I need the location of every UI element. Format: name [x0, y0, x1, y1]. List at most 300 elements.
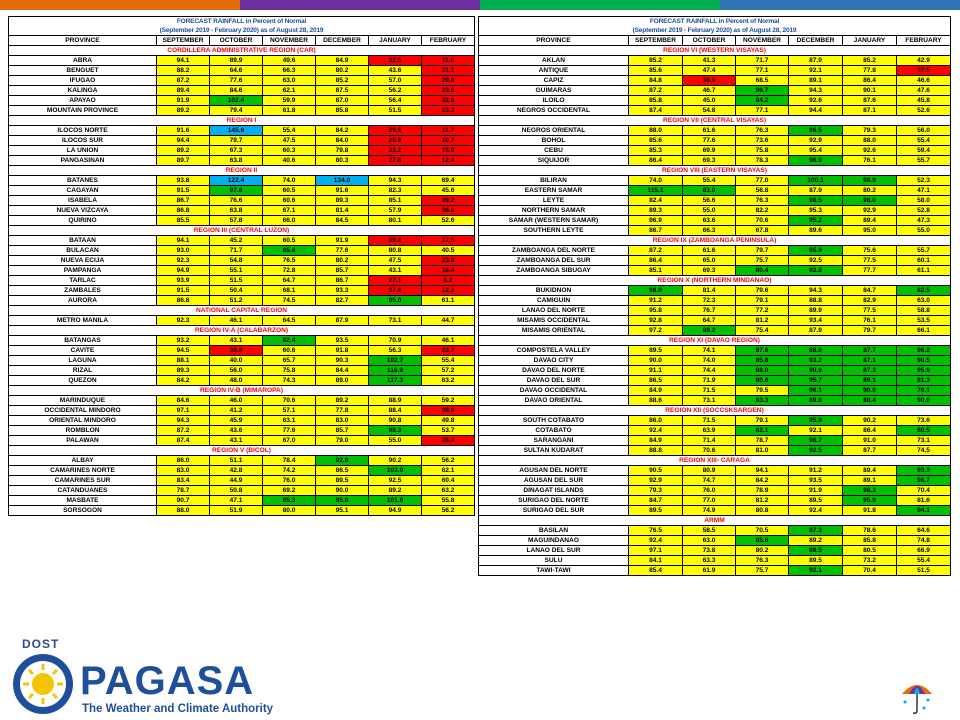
rainfall-cell-november: 85.8 [736, 356, 789, 366]
rainfall-cell-september: 85.1 [629, 266, 683, 276]
rainfall-cell-december: 95.3 [789, 206, 843, 216]
rainfall-cell-november: 79.1 [736, 416, 789, 426]
province-name: LANAO DEL NORTE [479, 306, 629, 316]
province-row [9, 496, 475, 506]
rainfall-cell-september: 94.4 [157, 136, 210, 146]
region-label: REGION V (BICOL) [9, 446, 475, 456]
province-row [479, 66, 951, 76]
province-row [479, 496, 951, 506]
rainfall-cell-september: 91.6 [157, 126, 210, 136]
rainfall-cell-january: 95.9 [843, 496, 897, 506]
province-row [9, 376, 475, 386]
rainfall-cell-september: 92.3 [157, 316, 210, 326]
rainfall-cell-november: 64.5 [263, 316, 316, 326]
rainfall-cell-november: 88.0 [736, 366, 789, 376]
rainfall-cell-november: 82.4 [263, 336, 316, 346]
rainfall-cell-january: 77.7 [843, 266, 897, 276]
rainfall-cell-october: 38.6 [683, 76, 736, 86]
region-row [9, 46, 475, 56]
rainfall-cell-september: 91.1 [629, 366, 683, 376]
col-header-december: DECEMBER [316, 36, 369, 46]
rainfall-cell-december: 89.2 [316, 396, 369, 406]
province-row [479, 506, 951, 516]
province-row [479, 196, 951, 206]
province-name: CAGAYAN [9, 186, 157, 196]
province-row [479, 306, 951, 316]
rainfall-cell-september: 93.8 [157, 176, 210, 186]
region-row [479, 236, 951, 246]
rainfall-cell-december: 96.9 [789, 156, 843, 166]
rainfall-cell-february: 51.5 [897, 566, 951, 576]
rainfall-cell-october: 74.4 [683, 366, 736, 376]
rainfall-cell-september: 92.4 [629, 536, 683, 546]
rainfall-cell-january: 94.3 [369, 176, 422, 186]
col-header-province: PROVINCE [9, 36, 157, 46]
province-row [479, 466, 951, 476]
rainfall-cell-february: 55.0 [897, 226, 951, 236]
rainfall-cell-january: 57.0 [369, 76, 422, 86]
rainfall-cell-december: 85.8 [316, 106, 369, 116]
province-name: ZAMBOANGA DEL SUR [479, 256, 629, 266]
rainfall-cell-december: 92.9 [789, 136, 843, 146]
rainfall-cell-october: 122.4 [210, 176, 263, 186]
rainfall-cell-october: 77.6 [683, 136, 736, 146]
rainfall-cell-february: 55.4 [897, 136, 951, 146]
rainfall-cell-december: 77.8 [316, 406, 369, 416]
province-name: NEGROS ORIENTAL [479, 126, 629, 136]
province-row [9, 156, 475, 166]
province-name: DAVAO ORIENTAL [479, 396, 629, 406]
rainfall-cell-october: 58.5 [683, 526, 736, 536]
rainfall-cell-november: 76.3 [736, 126, 789, 136]
rainfall-cell-october: 71.7 [210, 246, 263, 256]
province-name: CAVITE [9, 346, 157, 356]
region-label: REGION IV-A (CALABARZON) [9, 326, 475, 336]
rainfall-cell-september: 84.9 [629, 436, 683, 446]
rainfall-cell-september: 88.6 [629, 396, 683, 406]
rainfall-cell-october: 71.5 [683, 386, 736, 396]
province-name: ABRA [9, 56, 157, 66]
province-name: ROMBLON [9, 426, 157, 436]
rainfall-cell-december: 92.1 [789, 566, 843, 576]
rainfall-cell-november: 59.9 [263, 96, 316, 106]
region-label: REGION III (CENTRAL LUZON) [9, 226, 475, 236]
rainfall-cell-november: 80.8 [736, 506, 789, 516]
province-row [479, 96, 951, 106]
rainfall-cell-january: 98.0 [843, 196, 897, 206]
rainfall-cell-february: 58.8 [897, 306, 951, 316]
rainfall-cell-september: 94.5 [157, 346, 210, 356]
rainfall-cell-september: 87.2 [157, 76, 210, 86]
rainfall-cell-october: 74.0 [683, 356, 736, 366]
col-header-february: FEBRUARY [422, 36, 475, 46]
rainfall-cell-september: 84.7 [629, 496, 683, 506]
rainfall-cell-december: 92.8 [789, 266, 843, 276]
rainfall-cell-february: 55.7 [897, 246, 951, 256]
rainfall-cell-february: 73.6 [897, 416, 951, 426]
province-row [9, 86, 475, 96]
province-name: ALBAY [9, 456, 157, 466]
rainfall-cell-january: 86.4 [843, 76, 897, 86]
col-header-november: NOVEMBER [263, 36, 316, 46]
rainfall-cell-january: 70.9 [369, 336, 422, 346]
rainfall-cell-september: 90.5 [629, 466, 683, 476]
province-row [9, 126, 475, 136]
rainfall-cell-february: 11.7 [422, 126, 475, 136]
province-row [479, 246, 951, 256]
province-row [479, 146, 951, 156]
province-name: IFUGAO [9, 76, 157, 86]
rainfall-cell-february: 76.1 [897, 386, 951, 396]
rainfall-cell-february: 52.3 [897, 176, 951, 186]
province-row [479, 56, 951, 66]
rainfall-cell-october: 51.2 [210, 296, 263, 306]
rainfall-cell-september: 87.2 [629, 246, 683, 256]
rainfall-cell-november: 87.6 [736, 346, 789, 356]
rainfall-cell-february: 23.9 [422, 256, 475, 266]
rainfall-cell-september: 86.4 [629, 256, 683, 266]
rainfall-cell-february: 70.4 [897, 486, 951, 496]
rainfall-cell-november: 75.7 [736, 256, 789, 266]
rainfall-cell-december: 87.9 [789, 326, 843, 336]
rainfall-cell-january: 55.0 [369, 436, 422, 446]
rainfall-cell-december: 92.4 [789, 506, 843, 516]
province-row [9, 146, 475, 156]
rainfall-cell-november: 66.0 [263, 216, 316, 226]
rainfall-cell-november: 40.6 [263, 156, 316, 166]
rainfall-cell-february: 23.3 [422, 106, 475, 116]
rainfall-cell-november: 74.5 [263, 296, 316, 306]
province-row [9, 196, 475, 206]
rainfall-cell-september: 90.0 [629, 356, 683, 366]
pagasa-brand: PAGASA [80, 659, 255, 703]
rainfall-cell-february: 53.5 [897, 316, 951, 326]
rainfall-cell-september: 86.7 [157, 196, 210, 206]
rainfall-cell-february: 63.2 [422, 376, 475, 386]
province-name: QUEZON [9, 376, 157, 386]
province-row [9, 296, 475, 306]
province-name: LANAO DEL SUR [479, 546, 629, 556]
rainfall-cell-october: 46.0 [210, 396, 263, 406]
rainfall-cell-december: 92.1 [789, 426, 843, 436]
province-name: PAMPANGA [9, 266, 157, 276]
rainfall-cell-september: 88.8 [629, 446, 683, 456]
rainfall-cell-january: 80.1 [369, 216, 422, 226]
region-row [9, 306, 475, 316]
rainfall-cell-january: 89.4 [843, 216, 897, 226]
rainfall-cell-november: 75.7 [736, 566, 789, 576]
rainfall-cell-november: 70.6 [736, 216, 789, 226]
pagasa-footer [12, 637, 332, 717]
rainfall-cell-december: 84.5 [316, 216, 369, 226]
rainfall-cell-january: 90.8 [369, 416, 422, 426]
rainfall-cell-november: 62.1 [263, 86, 316, 96]
rainfall-cell-december: 89.0 [316, 376, 369, 386]
rainfall-cell-january: 37.6 [369, 286, 422, 296]
rainfall-cell-october: 89.2 [683, 326, 736, 336]
rainfall-cell-december: 89.5 [789, 556, 843, 566]
rainfall-cell-december: 95.4 [789, 146, 843, 156]
rainfall-cell-january: 85.8 [843, 536, 897, 546]
province-row [9, 406, 475, 416]
rainfall-cell-october: 81.4 [683, 286, 736, 296]
rainfall-cell-december: 89.1 [789, 76, 843, 86]
rainfall-cell-october: 54.8 [210, 256, 263, 266]
rainfall-cell-october: 61.6 [683, 246, 736, 256]
header-row [479, 36, 951, 46]
rainfall-cell-october: 67.3 [210, 146, 263, 156]
rainfall-cell-december: 94.4 [789, 106, 843, 116]
rainfall-cell-november: 70.6 [263, 396, 316, 406]
rainfall-cell-january: 56.3 [369, 346, 422, 356]
province-row [9, 106, 475, 116]
region-row [9, 116, 475, 126]
title-line-1: FORECAST RAINFALL in Percent of Normal [649, 18, 780, 25]
rainfall-cell-february: 15.9 [422, 146, 475, 156]
rainfall-cell-february: 47.1 [897, 186, 951, 196]
rainfall-cell-december: 85.2 [316, 76, 369, 86]
region-label: REGION II [9, 166, 475, 176]
province-name: ZAMBOANGA DEL NORTE [479, 246, 629, 256]
rainfall-cell-october: 43.1 [210, 436, 263, 446]
rainfall-cell-december: 93.4 [789, 316, 843, 326]
rainfall-cell-september: 94.1 [157, 236, 210, 246]
province-name: MISAMIS ORIENTAL [479, 326, 629, 336]
rainfall-cell-october: 66.3 [683, 226, 736, 236]
rainfall-cell-december: 96.7 [789, 436, 843, 446]
province-name: TARLAC [9, 276, 157, 286]
rainfall-cell-november: 79.6 [736, 286, 789, 296]
province-row [9, 476, 475, 486]
rainfall-cell-january: 80.8 [369, 246, 422, 256]
province-row [9, 56, 475, 66]
rainfall-cell-october: 77.6 [210, 76, 263, 86]
region-row [479, 516, 951, 526]
rainfall-cell-september: 79.3 [629, 486, 683, 496]
rainfall-cell-september: 83.0 [157, 466, 210, 476]
rainfall-cell-september: 74.0 [629, 176, 683, 186]
rainfall-cell-january: 98.3 [369, 426, 422, 436]
region-row [479, 276, 951, 286]
rainfall-cell-december: 91.9 [316, 236, 369, 246]
rainfall-cell-october: 102.4 [210, 96, 263, 106]
region-label: ARMM [479, 516, 951, 526]
province-name: METRO MANILA [9, 316, 157, 326]
rainfall-cell-november: 81.2 [736, 496, 789, 506]
rainfall-cell-december: 92.1 [789, 66, 843, 76]
rainfall-cell-september: 89.3 [629, 206, 683, 216]
rainfall-cell-december: 87.5 [316, 86, 369, 96]
rainfall-cell-december: 94.3 [789, 286, 843, 296]
rainfall-cell-february: 90.5 [897, 356, 951, 366]
province-row [479, 346, 951, 356]
rainfall-cell-february: 23.0 [422, 86, 475, 96]
province-name: DAVAO OCCIDENTAL [479, 386, 629, 396]
rainfall-cell-october: 63.0 [683, 536, 736, 546]
province-row [9, 246, 475, 256]
rainfall-cell-september: 91.2 [629, 296, 683, 306]
province-name: NUEVA ECIJA [9, 256, 157, 266]
rainfall-cell-september: 94.1 [157, 56, 210, 66]
rainfall-cell-january: 27.8 [369, 156, 422, 166]
rainfall-cell-november: 74.3 [263, 376, 316, 386]
rainfall-cell-november: 79.1 [736, 296, 789, 306]
col-header-january: JANUARY [369, 36, 422, 46]
rainfall-cell-november: 75.4 [736, 326, 789, 336]
rainfall-cell-february: 80.5 [897, 426, 951, 436]
col-header-february: FEBRUARY [897, 36, 951, 46]
rainfall-cell-october: 63.6 [683, 216, 736, 226]
rainfall-cell-january: 27.1 [369, 276, 422, 286]
province-name: TAWI-TAWI [479, 566, 629, 576]
rainfall-cell-october: 69.9 [683, 146, 736, 156]
province-row [479, 126, 951, 136]
rainfall-cell-december: 96.1 [789, 386, 843, 396]
rainfall-cell-february: 10.7 [422, 136, 475, 146]
rainfall-cell-december: 89.8 [789, 396, 843, 406]
province-row [9, 286, 475, 296]
top-color-bar [0, 0, 960, 10]
rainfall-cell-february: 53.7 [422, 426, 475, 436]
region-row [479, 116, 951, 126]
rainfall-cell-november: 80.4 [736, 266, 789, 276]
rainfall-cell-october: 43.6 [210, 426, 263, 436]
region-label: REGION IX (ZAMBOANGA PENINSULA) [479, 236, 951, 246]
rainfall-cell-december: 95.9 [789, 416, 843, 426]
province-row [9, 206, 475, 216]
province-name: KALINGA [9, 86, 157, 96]
rainfall-cell-february: 90.0 [897, 396, 951, 406]
rainfall-cell-february: 55.4 [422, 356, 475, 366]
rainfall-cell-february: 32.6 [422, 96, 475, 106]
rainfall-cell-january: 117.3 [369, 376, 422, 386]
rainfall-cell-february: 60.4 [422, 476, 475, 486]
region-row [479, 456, 951, 466]
rainfall-cell-january: 82.9 [843, 296, 897, 306]
rainfall-cell-november: 65.7 [263, 356, 316, 366]
rainfall-cell-september: 76.5 [629, 526, 683, 536]
rainfall-cell-january: 95.0 [843, 226, 897, 236]
rainfall-cell-november: 76.3 [736, 196, 789, 206]
province-row [479, 546, 951, 556]
rainfall-cell-november: 57.1 [263, 406, 316, 416]
rainfall-cell-september: 84.1 [629, 556, 683, 566]
rainfall-cell-january: 91.8 [843, 506, 897, 516]
region-label: NATIONAL CAPITAL REGION [9, 306, 475, 316]
province-name: SULU [479, 556, 629, 566]
rainfall-cell-december: 100.1 [789, 176, 843, 186]
rainfall-cell-february: 62.1 [422, 466, 475, 476]
rainfall-cell-february: 93.3 [897, 466, 951, 476]
rainfall-cell-february: 21.1 [422, 66, 475, 76]
rainfall-cell-december: 93.3 [316, 286, 369, 296]
rainfall-cell-january: 116.9 [369, 366, 422, 376]
rainfall-cell-october: 73.1 [683, 396, 736, 406]
rainfall-cell-december: 87.9 [316, 316, 369, 326]
rainfall-cell-november: 74.0 [263, 176, 316, 186]
rainfall-cell-november: 60.6 [263, 346, 316, 356]
rainfall-cell-january: 43.6 [369, 66, 422, 76]
rainfall-cell-february: 36.8 [422, 206, 475, 216]
rainfall-cell-january: 87.7 [843, 446, 897, 456]
rainfall-cell-october: 41.3 [683, 56, 736, 66]
rainfall-cell-october: 79.7 [210, 136, 263, 146]
rainfall-cell-september: 95.8 [629, 306, 683, 316]
province-name: MARINDUQUE [9, 396, 157, 406]
rainfall-cell-september: 86.8 [157, 296, 210, 306]
province-name: BILIRAN [479, 176, 629, 186]
province-row [479, 76, 951, 86]
province-name: NORTHERN SAMAR [479, 206, 629, 216]
rainfall-cell-january: 87.3 [843, 366, 897, 376]
province-name: LEYTE [479, 196, 629, 206]
rainfall-cell-january: 88.4 [369, 406, 422, 416]
rainfall-cell-december: 80.2 [316, 66, 369, 76]
rainfall-cell-october: 69.3 [683, 266, 736, 276]
province-name: CATANDUANES [9, 486, 157, 496]
rainfall-cell-january: 80.5 [843, 546, 897, 556]
rainfall-cell-september: 92.8 [629, 316, 683, 326]
province-name: NUEVA VIZCAYA [9, 206, 157, 216]
province-row [479, 366, 951, 376]
rainfall-cell-september: 88.0 [629, 126, 683, 136]
rainfall-cell-september: 85.3 [629, 146, 683, 156]
region-row [9, 446, 475, 456]
rainfall-cell-december: 82.7 [316, 296, 369, 306]
rainfall-cell-february: 12.4 [422, 156, 475, 166]
rainfall-cell-september: 86.7 [629, 226, 683, 236]
rainfall-cell-october: 46.7 [683, 86, 736, 96]
rainfall-cell-october: 89.9 [210, 56, 263, 66]
rainfall-cell-november: 82.2 [736, 206, 789, 216]
province-row [9, 456, 475, 466]
header-row [9, 36, 475, 46]
rainfall-cell-september: 87.2 [157, 426, 210, 436]
province-row [9, 256, 475, 266]
province-name: BATANES [9, 176, 157, 186]
rainfall-cell-december: 84.4 [316, 366, 369, 376]
province-name: EASTERN SAMAR [479, 186, 629, 196]
rainfall-cell-february: 64.6 [897, 526, 951, 536]
rainfall-cell-february: 37.5 [897, 66, 951, 76]
rainfall-cell-november: 78.9 [736, 486, 789, 496]
province-row [9, 276, 475, 286]
province-name: ANTIQUE [479, 66, 629, 76]
rainfall-cell-december: 91.6 [316, 186, 369, 196]
province-name: SULTAN KUDARAT [479, 446, 629, 456]
province-name: DAVAO DEL NORTE [479, 366, 629, 376]
top-color-bar-segment [0, 0, 240, 10]
region-row [9, 166, 475, 176]
rainfall-cell-october: 41.2 [210, 406, 263, 416]
rainfall-cell-january: 56.2 [369, 86, 422, 96]
rainfall-cell-february: 44.7 [422, 316, 475, 326]
rainfall-cell-january: 92.9 [843, 206, 897, 216]
rainfall-cell-october: 71.4 [683, 436, 736, 446]
province-name: QUIRINO [9, 216, 157, 226]
rainfall-cell-november: 77.6 [263, 426, 316, 436]
rainfall-cell-november: 83.3 [736, 396, 789, 406]
rainfall-cell-january: 87.1 [843, 106, 897, 116]
rainfall-cell-september: 90.7 [157, 496, 210, 506]
rainfall-cell-february: 73.1 [897, 436, 951, 446]
rainfall-cell-november: 70.5 [736, 526, 789, 536]
rainfall-cell-october: 51.5 [210, 276, 263, 286]
col-header-september: SEPTEMBER [629, 36, 683, 46]
rainfall-cell-october: 80.9 [683, 466, 736, 476]
province-row [9, 216, 475, 226]
province-row [479, 426, 951, 436]
